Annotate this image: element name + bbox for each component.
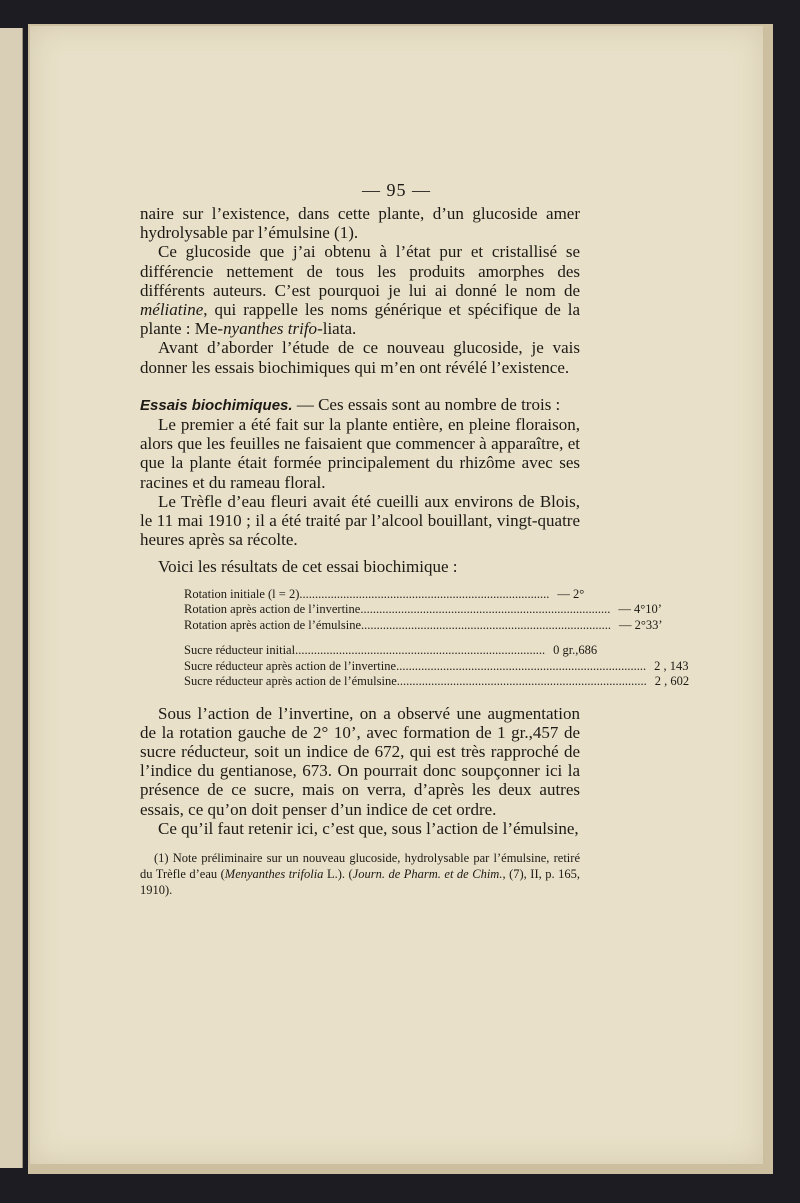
footnote-text-a: (1) Note préliminaire sur un nouveau glucoside, hydrolysable par l’émulsine, retiré du Trèfle d’eau ( [140,851,580,882]
table-row [184,602,662,618]
paragraph-6: Voici les résultats de cet essai biochimique : [158,557,458,577]
row-value: 2 , 143 [654,658,689,673]
facing-page-edge [0,28,23,1168]
table-row [184,586,585,603]
paragraph-5: Le Trèfle d’eau fleuri avait été cueilli aux environs de Blois, le 11 mai 1910 ; il a été traité par l’alcool bouillant, vingt-quatre heures après sa récolte. [140,491,580,550]
paragraph-7: Sous l’action de l’invertine, on a observé une augmentation de la rotation gauche de 2° 10’, avec formation de 1 gr.,457 de sucre réducteur, soit un indice de 672, qui est très rapproché de l’indice du gentianose, 673. On pourrait donc soupçonner ici la présence de ce sucre, mais on verra, d’après les deux autres essais, ce qu’on doit penser d’un indice de cet ordre. [140,703,580,819]
row-value: — 4°10’ [618,602,662,617]
footnote-text-c: L.). ( [323,867,353,882]
row-label: Rotation après action de l’émulsine [184,617,362,632]
page-body [140,204,690,898]
row-label: Sucre réducteur après action de l’invertine [184,658,397,673]
meliatine-term: méliatine [140,300,204,320]
table-row [184,674,690,690]
paragraph-4: Le premier a été fait sur la plante entière, en pleine floraison, alors que les feuilles ne faisaient que commencer à apparaître, et que la plante était formée principalement du rhizôme avec ses racines et du rameau floral. [140,415,580,492]
table-row [184,658,689,675]
row-value: — 2° [557,586,585,601]
menyanthes-term: nyanthes trifo [223,319,318,339]
paragraph-1: naire sur l’existence, dans cette plante, d’un glucoside amer hydrolysable par l’émulsine (1). [140,204,580,243]
footnote [140,850,580,898]
footnote-journal: Journ. de Pharm. et de Chim. [352,867,503,882]
paragraph-2-text-e: -liata. [317,319,357,339]
row-value: 2 , 602 [654,674,690,689]
row-label: Sucre réducteur initial [184,643,296,658]
row-label: Rotation initiale (l = 2) [184,586,300,601]
paragraph-2 [140,242,580,338]
section-intro-rest: — Ces essais sont au nombre de trois : [292,394,561,414]
footnote-text-e: , (7), II, p. 165, 1910). [140,867,580,898]
paragraph-3: Avant d’aborder l’étude de ce nouveau glucoside, je vais donner les essais biochimiques qui m’en ont révélé l’existence. [140,338,580,377]
section-intro [140,395,580,415]
table-row [184,617,663,634]
row-label: Sucre réducteur après action de l’émulsine [184,674,397,689]
paragraph-8: Ce qu’il faut retenir ici, c’est que, sous l’action de l’émulsine, [158,818,579,838]
paragraph-2-text-c: , qui rappelle les noms générique et spécifique de la plante : Me- [140,300,580,339]
table-row [184,643,598,659]
section-title: Essais biochimiques. [140,396,293,414]
book-page [30,26,763,1164]
results-table [140,586,690,690]
paragraph-2-text-a: Ce glucoside que j’ai obtenu à l’état pur et cristallisé se différencie nettement de tous les produits amorphes des différents auteurs. C’est pourquoi je lui ai donné le nom de [140,242,580,300]
row-label: Rotation après action de l’invertine [184,602,361,617]
page-number: — 95 — [362,180,431,200]
row-value: — 2°33’ [619,617,663,632]
footnote-species: Menyanthes trifolia [224,867,324,882]
row-value: 0 gr.,686 [553,643,598,658]
